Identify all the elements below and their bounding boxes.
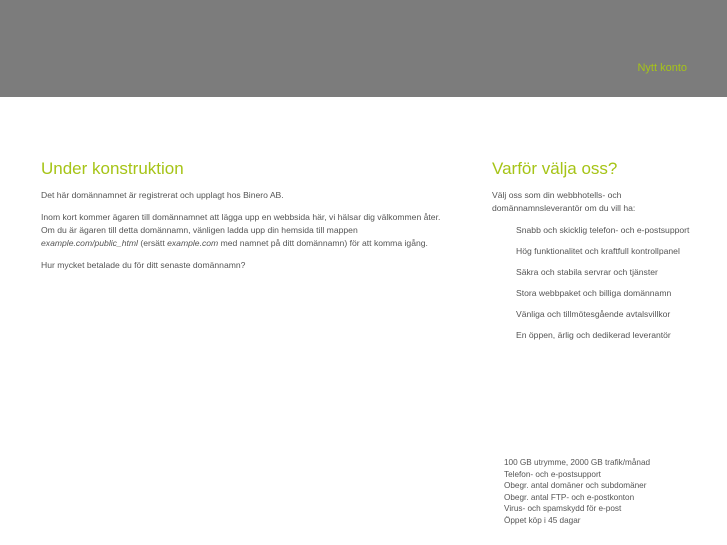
main-content xyxy=(41,159,456,281)
sidebar-title: Varför välja oss? xyxy=(492,159,618,178)
reason-item: Vänliga och tillmötesgående avtalsvillkor xyxy=(516,309,671,319)
reasons-list xyxy=(492,224,702,342)
reason-item: Säkra och stabila servrar och tjänster xyxy=(516,267,658,277)
replace-pre-text: (ersätt xyxy=(137,238,168,248)
question-text: Hur mycket betalade du för ditt senaste domännamn? xyxy=(41,260,246,270)
replace-post-text: med namnet på ditt domännamn) för att komma igång. xyxy=(218,238,428,248)
new-account-link[interactable]: Nytt konto xyxy=(637,62,687,74)
example-domain: example.com xyxy=(167,238,219,248)
features-list xyxy=(504,457,704,526)
feature-item: Telefon- och e-postsupport xyxy=(504,469,601,479)
owner-info-text xyxy=(41,211,456,250)
reason-item: En öppen, ärlig och dedikerad leverantör xyxy=(516,330,671,340)
feature-item: Öppet köp i 45 dagar xyxy=(504,515,581,525)
sidebar xyxy=(492,159,702,350)
page-title: Under konstruktion xyxy=(41,159,184,178)
intro-text: Det här domännamnet är registrerat och upplagt hos Binero AB. xyxy=(41,190,284,200)
feature-item: Obegr. antal domäner och subdomäner xyxy=(504,481,647,490)
sidebar-intro: Välj oss som din webbhotells- och domännamnsleverantör om du vill ha: xyxy=(492,190,636,213)
reason-item: Snabb och skicklig telefon- och e-postsupport xyxy=(516,225,690,235)
public-html-path: example.com/public_html xyxy=(41,238,138,248)
feature-item: Virus- och spamskydd för e-post xyxy=(504,504,622,513)
header-bar xyxy=(0,0,727,97)
feature-item: 100 GB utrymme, 2000 GB trafik/månad xyxy=(504,458,651,467)
owner-info-line1: Inom kort kommer ägaren till domännamnet att lägga upp en webbsida här, vi hälsar dig välkommen åter. xyxy=(41,212,441,222)
feature-item: Obegr. antal FTP- och e-postkonton xyxy=(504,492,635,502)
reason-item: Hög funktionalitet och kraftfull kontrollpanel xyxy=(516,246,680,256)
owner-info-line2: Om du är ägaren till detta domännamn, vänligen ladda upp din hemsida till mappen xyxy=(41,225,358,235)
reason-item: Stora webbpaket och billiga domännamn xyxy=(516,288,672,298)
